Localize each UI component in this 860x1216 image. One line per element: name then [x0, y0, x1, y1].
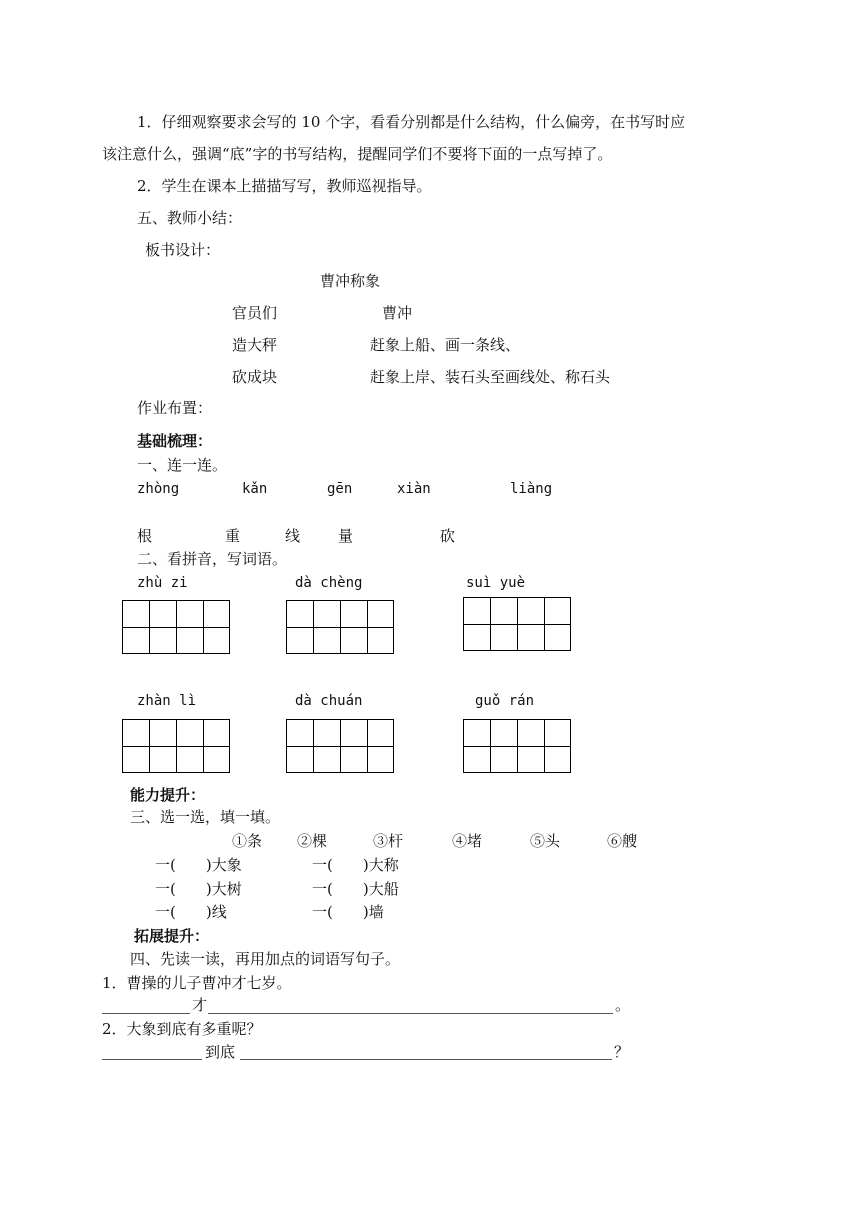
- board-row-right: 赶象上岸、装石头至画线处、称石头: [370, 368, 611, 386]
- teaching-item2: 2．学生在课本上描描写写，教师巡视指导。: [137, 177, 432, 195]
- fill-blank[interactable]: 一( )大船: [312, 880, 399, 898]
- board-row-left: 官员们: [232, 304, 278, 322]
- word-pinyin: guǒ rán: [475, 693, 535, 709]
- pinyin-item: gēn: [327, 481, 353, 497]
- writing-grid[interactable]: [463, 597, 571, 651]
- word-pinyin: suì yuè: [466, 575, 526, 591]
- answer-line[interactable]: [102, 1059, 202, 1060]
- board-row-right: 曹冲: [382, 304, 413, 322]
- sentence-end: 。: [615, 996, 631, 1014]
- match-char: 重: [225, 527, 241, 545]
- answer-line[interactable]: [240, 1059, 612, 1060]
- writing-grid[interactable]: [286, 719, 394, 773]
- match-char: 砍: [440, 527, 456, 545]
- board-row-left: 砍成块: [232, 368, 278, 386]
- writing-grid[interactable]: [122, 719, 230, 773]
- keyword-daodi: 到底: [205, 1043, 236, 1061]
- writing-grid[interactable]: [122, 600, 230, 654]
- question3: 三、选一选，填一填。: [130, 808, 281, 826]
- pinyin-item: kǎn: [242, 481, 268, 497]
- board-row-left: 造大秤: [232, 336, 278, 354]
- question1: 一、连一连。: [137, 456, 228, 474]
- fill-blank[interactable]: 一( )墙: [312, 903, 384, 921]
- answer-line[interactable]: [208, 1013, 613, 1014]
- sentence-end: ？: [614, 1043, 630, 1061]
- teaching-item1-line2: 该注意什么，强调“底”字的书写结构，提醒同学们不要将下面的一点写掉了。: [102, 145, 613, 163]
- board-title: 曹冲称象: [320, 272, 381, 290]
- option: ④堵: [452, 832, 483, 850]
- word-pinyin: dà chèng: [295, 575, 363, 591]
- fill-blank[interactable]: 一( )大象: [155, 856, 242, 874]
- word-pinyin: zhù zi: [137, 575, 188, 591]
- pinyin-item: liàng: [510, 481, 553, 497]
- match-char: 根: [137, 527, 153, 545]
- section5-heading: 五、教师小结：: [137, 209, 243, 227]
- question2: 二、看拼音，写词语。: [137, 550, 288, 568]
- pinyin-item: xiàn: [397, 481, 431, 497]
- question4: 四、先读一读，再用加点的词语写句子。: [130, 950, 401, 968]
- word-pinyin: zhàn lì: [137, 693, 197, 709]
- keyword-cai: 才: [192, 996, 208, 1014]
- sentence-2: 2．大象到底有多重呢？: [102, 1020, 262, 1038]
- fill-blank[interactable]: 一( )大树: [155, 880, 242, 898]
- match-char: 量: [338, 527, 354, 545]
- board-heading: 板书设计：: [145, 241, 221, 259]
- writing-grid[interactable]: [463, 719, 571, 773]
- option: ③杆: [373, 832, 404, 850]
- basic-heading: 基础梳理：: [137, 432, 213, 450]
- homework-heading: 作业布置：: [137, 399, 213, 417]
- board-row-right: 赶象上船、画一条线、: [370, 336, 521, 354]
- pinyin-item: zhòng: [137, 481, 180, 497]
- option: ⑥艘: [607, 832, 638, 850]
- extension-heading: 拓展提升：: [134, 927, 210, 945]
- option: ⑤头: [530, 832, 561, 850]
- fill-blank[interactable]: 一( )线: [155, 903, 227, 921]
- option: ②棵: [297, 832, 328, 850]
- option: ①条: [232, 832, 263, 850]
- teaching-item1-line1: 1．仔细观察要求会写的 10 个字，看看分别都是什么结构，什么偏旁，在书写时应: [137, 113, 686, 131]
- match-char: 线: [285, 527, 301, 545]
- ability-heading: 能力提升：: [130, 786, 206, 804]
- sentence-1: 1．曹操的儿子曹冲才七岁。: [102, 974, 292, 992]
- writing-grid[interactable]: [286, 600, 394, 654]
- fill-blank[interactable]: 一( )大称: [312, 856, 399, 874]
- word-pinyin: dà chuán: [295, 693, 363, 709]
- answer-line[interactable]: [102, 1013, 190, 1014]
